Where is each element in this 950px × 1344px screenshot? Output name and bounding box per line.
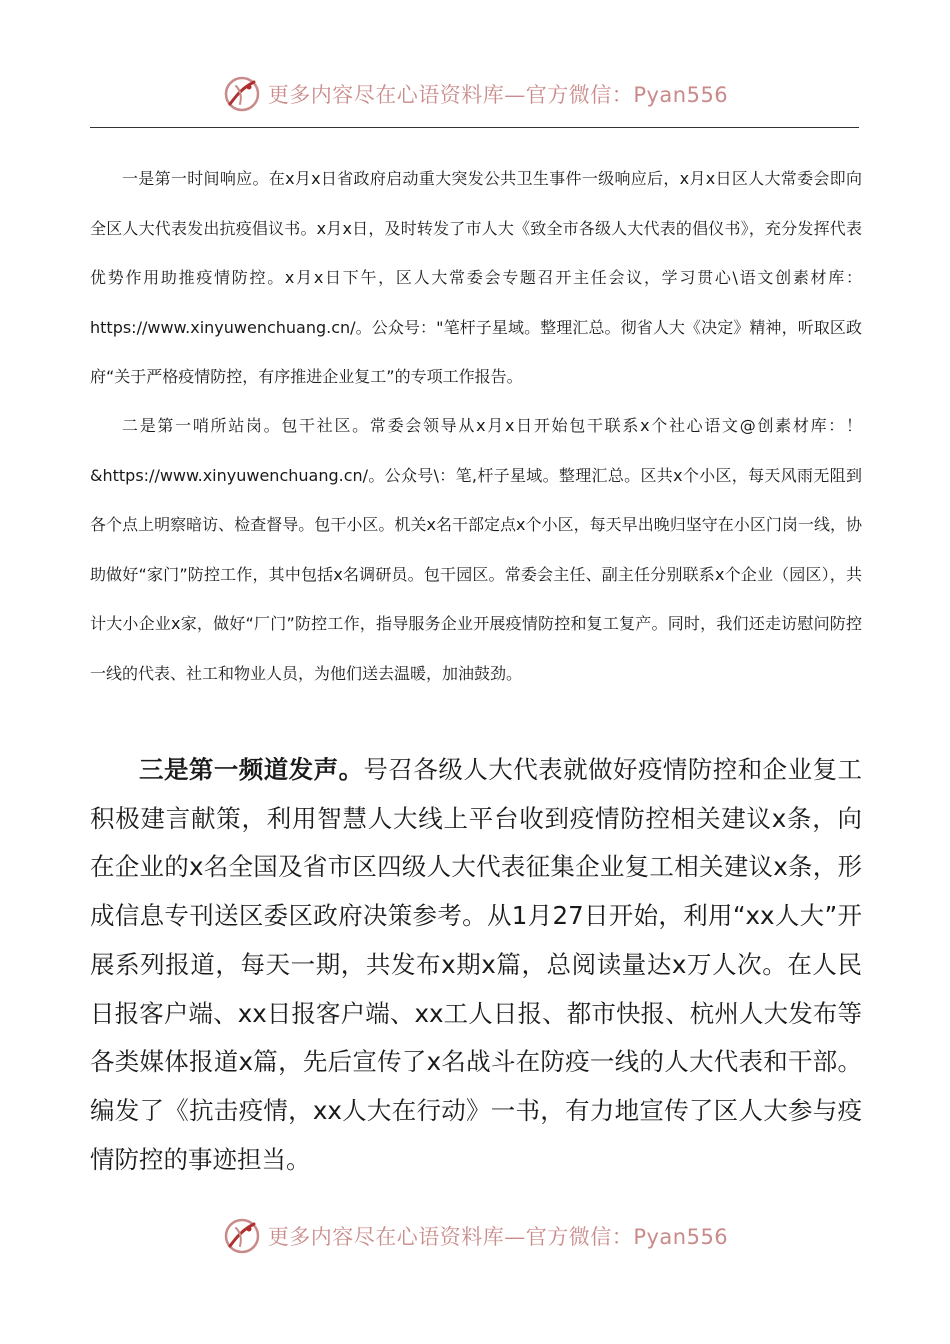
paragraph-3-body: 号召各级人大代表就做好疫情防控和企业复工积极建言献策，利用智慧人大线上平台收到疫情防控相关建议x条，向在企业的x名全国及省市区四级人大代表征集企业复工相关建议x条，形成信息专刊送区委区政府决策参考。从1月27日开始，利用“xx人大”开展系列报道，每天一期，共发布x期x篇，总阅读量达x万人次。在人民日报客户端、xx日报客户端、xx工人日报、都市快报、杭州人大发布等各类媒体报道x篇，先后宣传了x名战斗在防疫一线的人大代表和干部。编发了《抗击疫情，xx人大在行动》一书，有力地宣传了区人大参与疫情防控的事迹担当。: [90, 755, 863, 1174]
footer-watermark: [0, 1212, 950, 1260]
paragraph-2-text: 二是第一哨所站岗。包干社区。常委会领导从x月x日开始包干联系x个社心语文@创素材库：！&https://www.xinyuwenchuang.cn/。公众号\：笔,杆子星域。整理汇总。区共x个小区，每天风雨无阻到各个点上明察暗访、检查督导。包干小区。机关x名干部定点x个小区，每天早出晚归坚守在小区门岗一线，协助做好“家门”防控工作，其中包括x名调研员。包干园区。常委会主任、副主任分别联系x个企业（园区），共计大小企业x家，做好“厂门”防控工作，指导服务企业开展疫情防控和复工复产。同时，我们还走访慰问防控一线的代表、社工和物业人员，为他们送去温暖，加油鼓劲。: [90, 416, 862, 683]
footer-watermark-text: 更多内容尽在心语资料库—官方微信：: [267, 1225, 634, 1249]
paragraph-1-text: 一是第一时间响应。在x月x日省政府启动重大突发公共卫生事件一级响应后，x月x日区人大常委会即向全区人大代表发出抗疫倡议书。x月x日，及时转发了市人大《致全市各级人大代表的倡仪书》，充分发挥代表优势作用助推疫情防控。x月x日下午，区人大常委会专题召开主任会议，学习贯心\语文创素材库：https://www.xinyuwenchuang.cn/。公众号："笔杆子星域。整理汇总。彻省人大《决定》精神，听取区政府“关于严格疫情防控，有序推进企业复工”的专项工作报告。: [90, 169, 862, 386]
brand-logo-icon: [222, 1216, 262, 1256]
paragraph-3-lead: 三是第一频道发声。: [139, 755, 364, 784]
paragraph-2: [90, 401, 862, 698]
header-watermark: [0, 70, 950, 118]
footer-watermark-account: Pyan556: [633, 1225, 729, 1249]
header-watermark-text: 更多内容尽在心语资料库—官方微信：: [267, 83, 634, 107]
brand-logo-icon: [222, 74, 262, 114]
paragraph-1: [90, 154, 862, 402]
header-divider: [90, 127, 859, 128]
paragraph-3: [90, 746, 862, 1184]
header-watermark-account: Pyan556: [633, 83, 729, 107]
